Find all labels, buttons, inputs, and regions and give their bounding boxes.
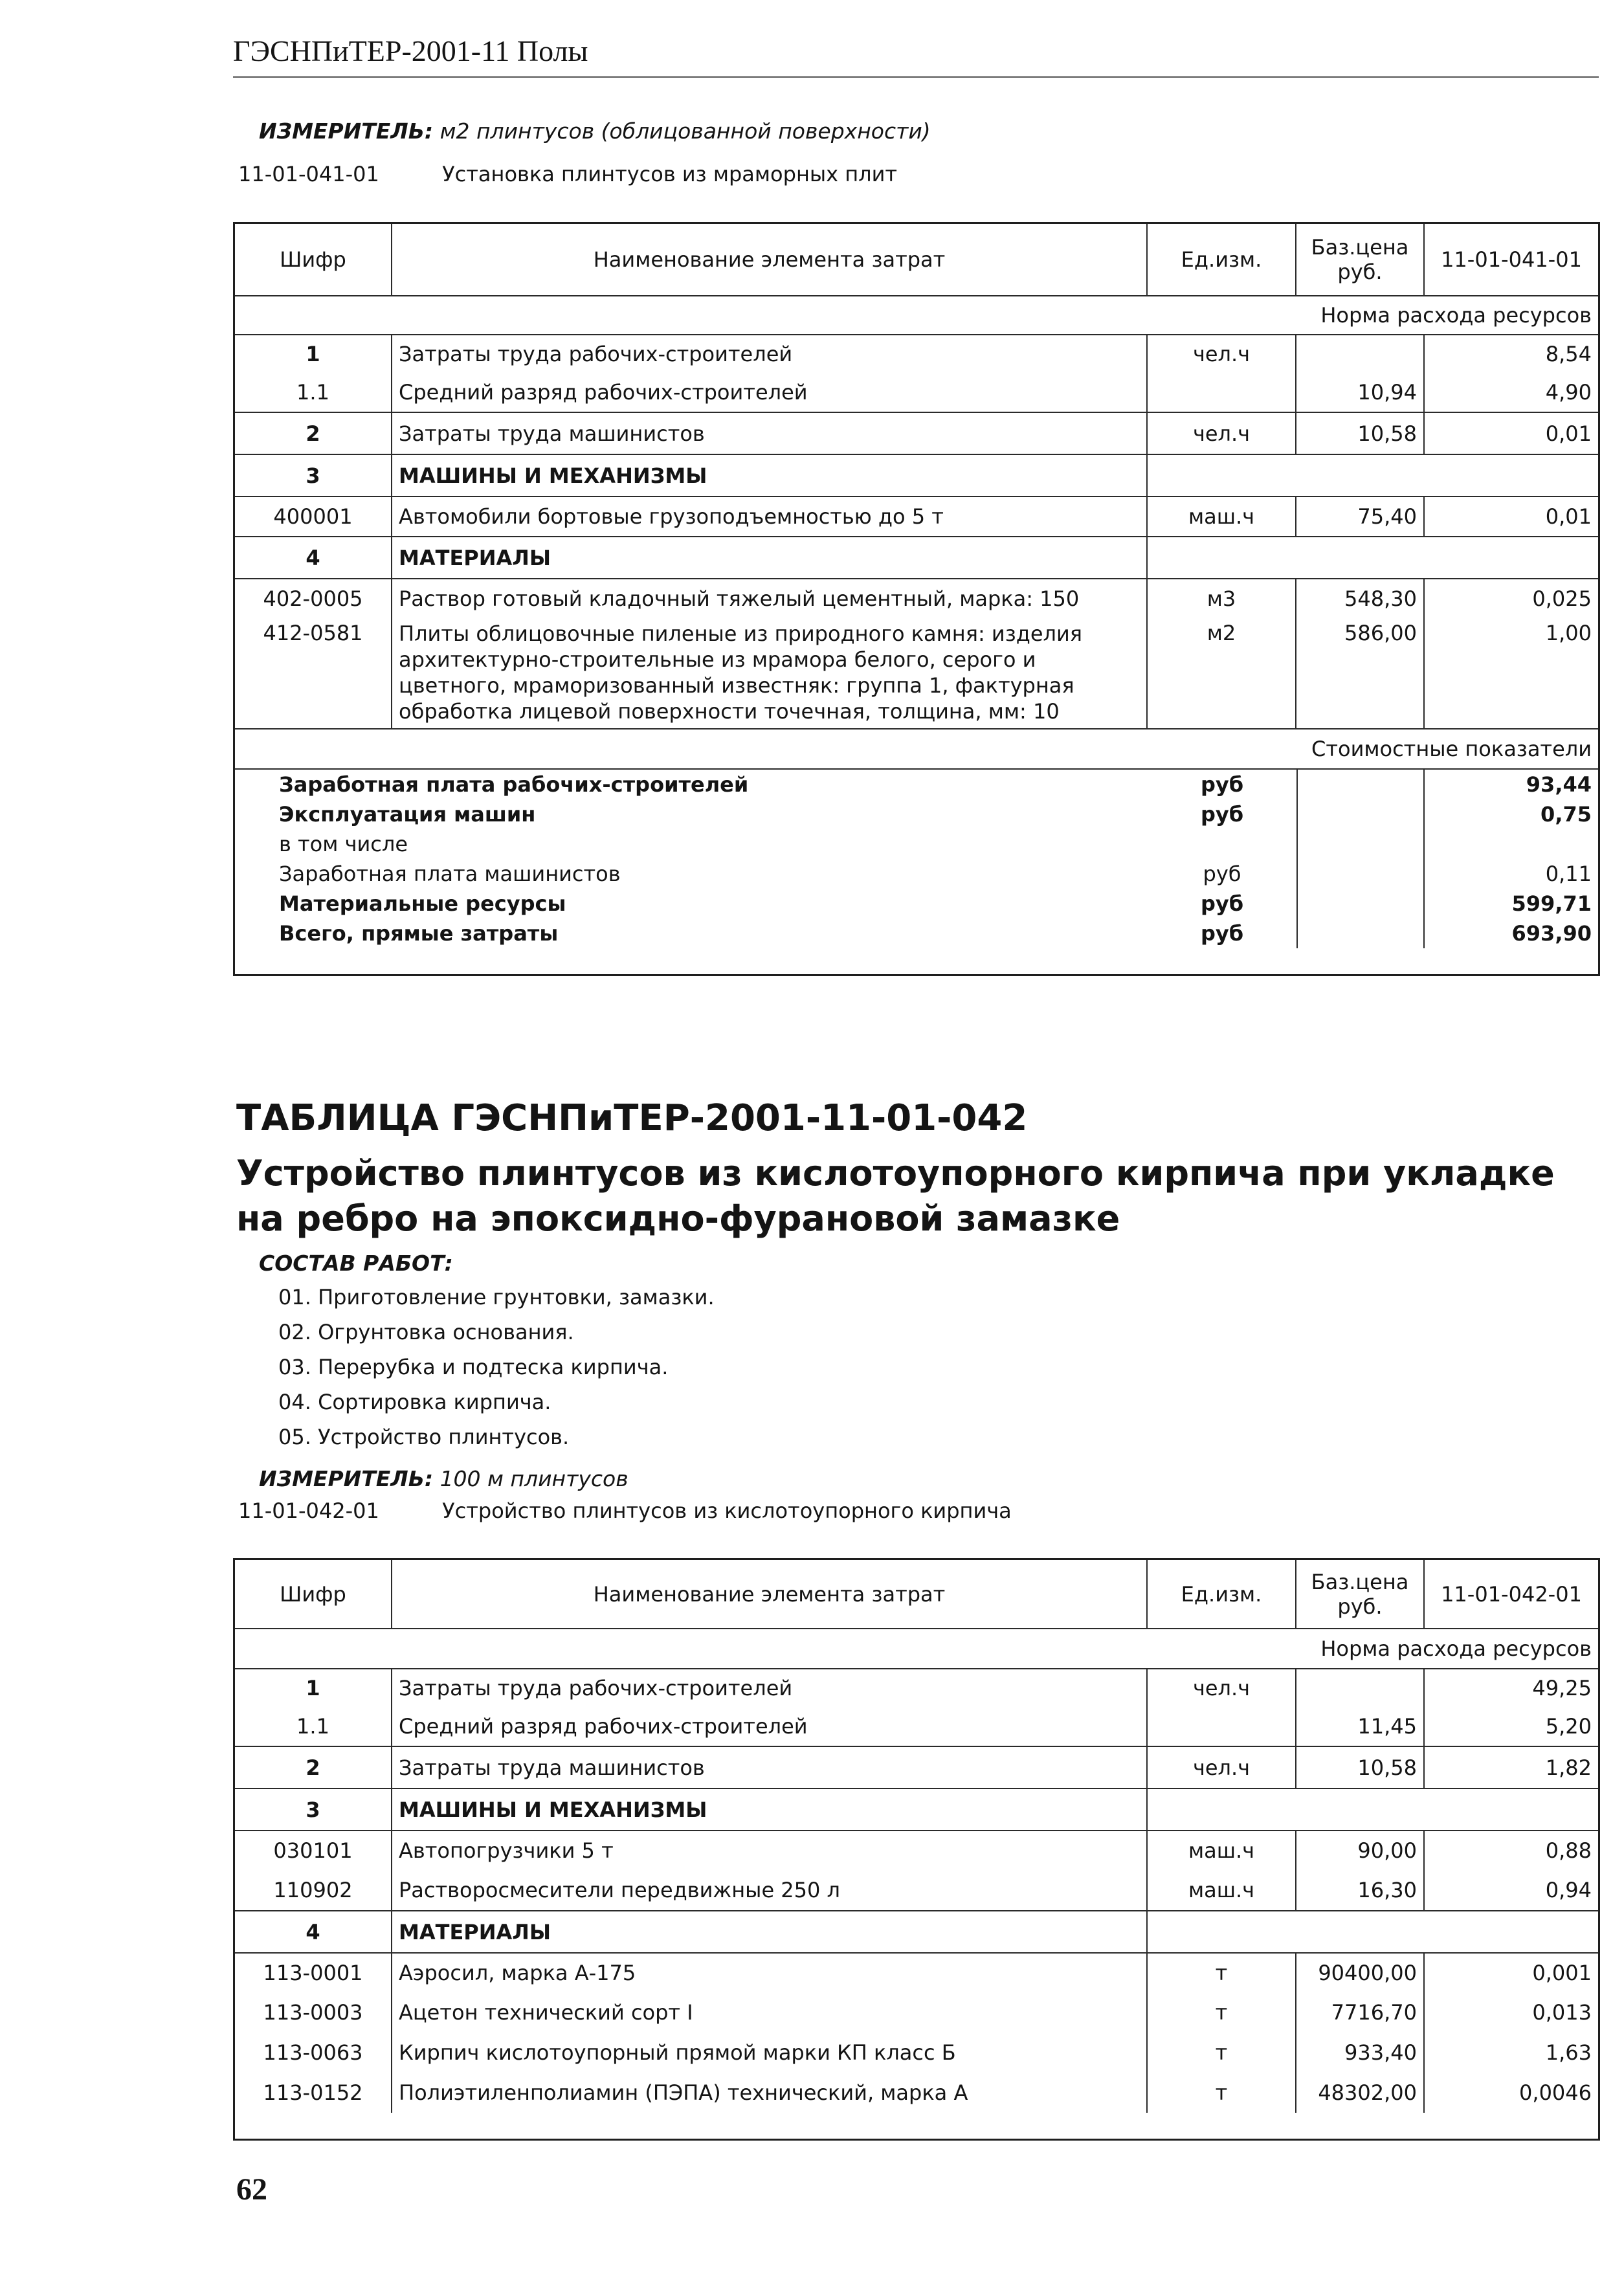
cell-unit: чел.ч: [1148, 413, 1296, 454]
cell-value: 0,88: [1545, 1838, 1592, 1863]
summary-price: [1296, 859, 1425, 889]
cost-caption-row: [235, 728, 1598, 768]
cell-name: Затраты труда машинистов: [392, 1747, 1148, 1788]
cell-unit: маш.ч: [1148, 1831, 1296, 1870]
header-code: Шифр: [235, 1560, 392, 1628]
summary-price: [1296, 889, 1425, 919]
cell-price: 11,45: [1296, 1707, 1425, 1746]
cell-price: 90400,00: [1296, 1954, 1425, 1992]
norm-code: 11-01-042-01: [238, 1498, 379, 1523]
header-divider: [233, 76, 1599, 78]
cell-value: 4,90: [1545, 380, 1592, 405]
header-norm: 11-01-041-01: [1441, 247, 1582, 272]
cell-name: Автомобили бортовые грузоподъемностью до 5 т: [392, 497, 1148, 536]
cell-code: 400001: [235, 497, 392, 536]
summary-price: [1296, 829, 1425, 859]
cell-price: 10,58: [1296, 1747, 1425, 1788]
norm-table-2: [233, 1558, 1600, 2141]
header-unit: Ед.изм.: [1148, 224, 1296, 295]
cell-unit: [1148, 1789, 1296, 1830]
summary-value: 693,90: [1511, 921, 1592, 946]
summary-block: [235, 768, 1598, 948]
meter-label: ИЗМЕРИТЕЛЬ:: [259, 118, 434, 144]
cell-code: 113-0003: [235, 1992, 392, 2032]
cell-unit: [1148, 1707, 1296, 1746]
cell-code: 3: [235, 1789, 392, 1830]
cell-name: Затраты труда рабочих-строителей: [392, 335, 1148, 373]
meter-line-1: [259, 118, 931, 144]
table-row: [235, 454, 1598, 496]
code-line-1: [238, 162, 897, 186]
cell-code: 1: [235, 1669, 392, 1707]
header-code: Шифр: [235, 224, 392, 295]
cell-value: 0,01: [1545, 504, 1592, 529]
table-row: [235, 1992, 1598, 2032]
cell-price: 90,00: [1296, 1831, 1425, 1870]
table-row: [235, 1668, 1598, 1707]
cell-unit: маш.ч: [1148, 497, 1296, 536]
summary-row: [235, 829, 1598, 859]
work-item: 04. Сортировка кирпича.: [278, 1390, 551, 1414]
cell-price: 10,58: [1296, 413, 1425, 454]
cell-code: 1: [235, 335, 392, 373]
cell-price: 586,00: [1296, 618, 1425, 728]
cost-caption: Стоимостные показатели: [1311, 737, 1592, 761]
cell-price: 16,30: [1296, 1870, 1425, 1910]
cell-name: Аэросил, марка А-175: [392, 1954, 1148, 1992]
cell-unit: т: [1148, 1954, 1296, 1992]
cell-value: [1425, 537, 1598, 578]
table-header-row: [235, 224, 1598, 295]
summary-value: [1425, 829, 1598, 859]
summary-label: Эксплуатация машин: [279, 802, 536, 827]
summary-value: 0,11: [1545, 862, 1592, 886]
summary-label: Заработная плата машинистов: [279, 862, 621, 886]
norm-caption: Норма расхода ресурсов: [1320, 1636, 1592, 1661]
summary-unit: руб: [1200, 772, 1244, 797]
summary-unit: руб: [1203, 862, 1241, 886]
table-header-row: [235, 1560, 1598, 1628]
meter-line-2: [259, 1466, 628, 1491]
summary-row: [235, 919, 1598, 948]
summary-value: 0,75: [1541, 802, 1592, 827]
cell-value: [1425, 1789, 1598, 1830]
cell-price: 10,94: [1296, 373, 1425, 412]
summary-price: [1296, 919, 1425, 948]
cell-value: 0,001: [1532, 1961, 1592, 1985]
norm-table-1: [233, 222, 1600, 976]
cell-unit: т: [1148, 2032, 1296, 2073]
work-item: 03. Перерубка и подтеска кирпича.: [278, 1355, 669, 1379]
table-row: [235, 496, 1598, 536]
summary-row: [235, 768, 1598, 799]
cell-value: 0,0046: [1519, 2080, 1592, 2105]
table-title: ТАБЛИЦА ГЭСНПиТЕР-2001-11-01-042: [236, 1097, 1028, 1139]
cell-price: 933,40: [1296, 2032, 1425, 2073]
table-row: [235, 1952, 1598, 1992]
running-header: ГЭСНПиТЕР-2001-11 Полы: [233, 34, 588, 67]
header-price: Баз.цена руб.: [1296, 1560, 1425, 1628]
summary-value: 93,44: [1526, 772, 1592, 797]
cell-value: 49,25: [1532, 1676, 1592, 1700]
cell-code: 113-0001: [235, 1954, 392, 1992]
norm-description: Установка плинтусов из мраморных плит: [442, 162, 898, 186]
table-subtitle: Устройство плинтусов из кислотоупорного кирпича при укладке на ребро на эпоксидно-фурановой замазке: [236, 1153, 1555, 1239]
cell-name: Затраты труда машинистов: [392, 413, 1148, 454]
cell-unit: маш.ч: [1148, 1870, 1296, 1910]
summary-unit: руб: [1200, 802, 1244, 827]
meter-label: ИЗМЕРИТЕЛЬ:: [259, 1466, 434, 1491]
norm-caption: Норма расхода ресурсов: [1320, 303, 1592, 328]
cell-price: 548,30: [1296, 579, 1425, 618]
cell-name: Средний разряд рабочих-строителей: [392, 1707, 1148, 1746]
summary-label: Материальные ресурсы: [279, 891, 566, 916]
work-item: 01. Приготовление грунтовки, замазки.: [278, 1285, 715, 1309]
cell-name: МАТЕРИАЛЫ: [392, 1911, 1148, 1952]
cell-name: Ацетон технический сорт I: [392, 1992, 1148, 2032]
cell-price: [1296, 1669, 1425, 1707]
cell-unit: т: [1148, 1992, 1296, 2032]
cell-name: Средний разряд рабочих-строителей: [392, 373, 1148, 412]
cell-value: 1,82: [1545, 1755, 1592, 1780]
cell-code: 113-0063: [235, 2032, 392, 2073]
header-name: Наименование элемента затрат: [392, 1560, 1148, 1628]
norm-caption-row: [235, 1628, 1598, 1668]
table-row: [235, 2032, 1598, 2073]
work-item: 05. Устройство плинтусов.: [278, 1425, 570, 1449]
cell-unit: чел.ч: [1148, 1747, 1296, 1788]
summary-unit: руб: [1200, 921, 1244, 946]
cell-unit: [1148, 1911, 1296, 1952]
header-name: Наименование элемента затрат: [392, 224, 1148, 295]
table-row: [235, 1870, 1598, 1910]
cell-code: 1.1: [235, 373, 392, 412]
work-heading: СОСТАВ РАБОТ:: [259, 1251, 453, 1276]
cell-name: Раствор готовый кладочный тяжелый цементный, марка: 150: [392, 579, 1148, 618]
summary-row: [235, 859, 1598, 889]
summary-price: [1296, 770, 1425, 799]
table-row: [235, 373, 1598, 412]
header-norm: 11-01-042-01: [1441, 1581, 1582, 1607]
summary-row: [235, 889, 1598, 919]
cell-unit: чел.ч: [1148, 1669, 1296, 1707]
cell-code: 402-0005: [235, 579, 392, 618]
table-row: [235, 1746, 1598, 1788]
cell-code: 4: [235, 1911, 392, 1952]
work-item: 02. Огрунтовка основания.: [278, 1320, 574, 1344]
cell-unit: [1148, 373, 1296, 412]
cell-code: 2: [235, 1747, 392, 1788]
table-row: [235, 412, 1598, 454]
cell-code: 2: [235, 413, 392, 454]
cell-name: Полиэтиленполиамин (ПЭПА) технический, марка А: [392, 2073, 1148, 2113]
cell-value: 8,54: [1545, 342, 1592, 366]
meter-text: 100 м плинтусов: [439, 1466, 628, 1491]
code-line-2: [238, 1498, 1012, 1523]
table-body: [235, 1668, 1598, 2113]
cell-name: Кирпич кислотоупорный прямой марки КП класс Б: [392, 2032, 1148, 2073]
norm-code: 11-01-041-01: [238, 162, 379, 186]
cell-name: Растворосмесители передвижные 250 л: [392, 1870, 1148, 1910]
cell-price: [1296, 537, 1425, 578]
summary-row: [235, 799, 1598, 829]
cell-code: 1.1: [235, 1707, 392, 1746]
summary-unit: руб: [1200, 891, 1244, 916]
cell-price: [1296, 1911, 1425, 1952]
cell-value: 1,63: [1545, 2040, 1592, 2065]
summary-label: Заработная плата рабочих-строителей: [279, 772, 749, 797]
work-list: [278, 1285, 715, 1460]
summary-price: [1296, 799, 1425, 829]
summary-value: 599,71: [1511, 891, 1592, 916]
table-row: [235, 578, 1598, 618]
table-row: [235, 1910, 1598, 1952]
cell-unit: чел.ч: [1148, 335, 1296, 373]
cell-value: 0,01: [1545, 421, 1592, 446]
summary-unit: [1148, 829, 1296, 859]
table-row: [235, 618, 1598, 728]
table-row: [235, 2073, 1598, 2113]
cell-name: МАШИНЫ И МЕХАНИЗМЫ: [392, 1789, 1148, 1830]
cell-value: 0,013: [1532, 2000, 1592, 2025]
cell-unit: [1148, 455, 1296, 496]
cell-price: 75,40: [1296, 497, 1425, 536]
page-number: 62: [236, 2172, 267, 2207]
header-price: Баз.цена руб.: [1296, 224, 1425, 295]
cell-name: Затраты труда рабочих-строителей: [392, 1669, 1148, 1707]
cell-price: [1296, 455, 1425, 496]
cell-code: 113-0152: [235, 2073, 392, 2113]
cell-code: 3: [235, 455, 392, 496]
cell-unit: м2: [1148, 618, 1296, 728]
cell-price: [1296, 1789, 1425, 1830]
table-row: [235, 1707, 1598, 1746]
cell-value: [1425, 455, 1598, 496]
header-unit: Ед.изм.: [1148, 1560, 1296, 1628]
table-row: [235, 1788, 1598, 1830]
cell-price: 48302,00: [1296, 2073, 1425, 2113]
cell-value: [1425, 1911, 1598, 1952]
cell-value: 1,00: [1545, 621, 1592, 645]
table-row: [235, 334, 1598, 373]
table-body: [235, 334, 1598, 728]
cell-value: 0,94: [1545, 1878, 1592, 1902]
cell-value: 0,025: [1532, 586, 1592, 611]
cell-name: МАТЕРИАЛЫ: [392, 537, 1148, 578]
table-row: [235, 536, 1598, 578]
cell-name: Плиты облицовочные пиленые из природного камня: изделия архитектурно-строительные из мрамора белого, серого и цветного, мраморизованный известняк: группа 1, фактурная обработка лицевой поверхности точечная, толщина, мм: 10: [392, 618, 1148, 728]
cell-code: 110902: [235, 1870, 392, 1910]
cell-code: 412-0581: [235, 618, 392, 728]
cell-code: 030101: [235, 1831, 392, 1870]
cell-unit: т: [1148, 2073, 1296, 2113]
cell-code: 4: [235, 537, 392, 578]
summary-label: Всего, прямые затраты: [279, 921, 559, 946]
meter-text: м2 плинтусов (облицованной поверхности): [439, 118, 931, 144]
cell-price: 7716,70: [1296, 1992, 1425, 2032]
cell-value: 5,20: [1545, 1714, 1592, 1739]
norm-caption-row: [235, 295, 1598, 334]
cell-name: МАШИНЫ И МЕХАНИЗМЫ: [392, 455, 1148, 496]
cell-price: [1296, 335, 1425, 373]
cell-unit: [1148, 537, 1296, 578]
table-row: [235, 1830, 1598, 1870]
summary-label: в том числе: [279, 832, 408, 856]
cell-name: Автопогрузчики 5 т: [392, 1831, 1148, 1870]
cell-unit: м3: [1148, 579, 1296, 618]
norm-description: Устройство плинтусов из кислотоупорного кирпича: [442, 1498, 1012, 1523]
